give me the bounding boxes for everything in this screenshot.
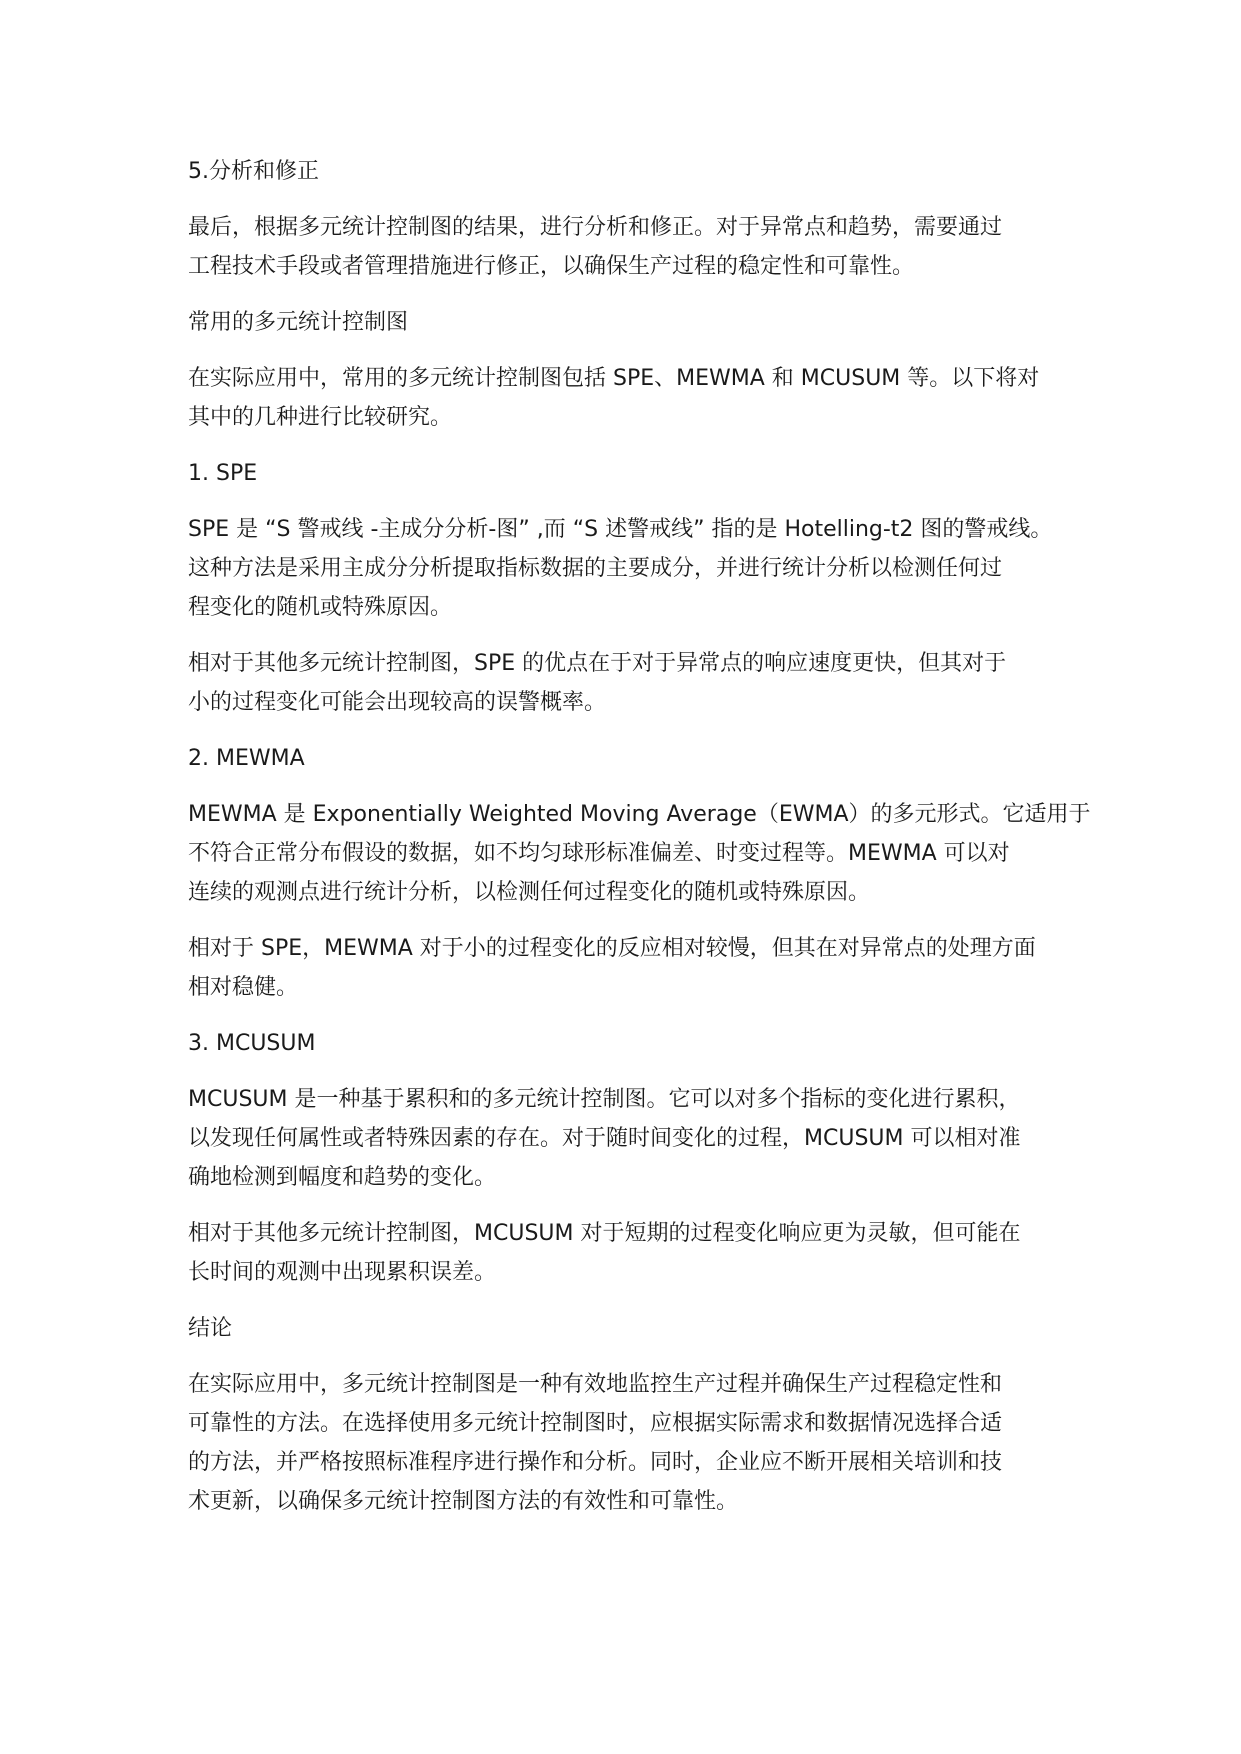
paragraph [188,208,1088,286]
text-line: 的方法，并严格按照标准程序进行操作和分析。同时，企业应不断开展相关培训和技 [188,1450,1003,1475]
text-line: 连续的观测点进行统计分析，以检测任何过程变化的随机或特殊原因。 [188,880,871,905]
text-line: 不符合正常分布假设的数据，如不均匀球形标准偏差、时变过程等。MEWMA 可以对 [188,841,1010,866]
text-line: 5.分析和修正 [188,159,319,184]
text-line: 相对于其他多元统计控制图，MCUSUM 对于短期的过程变化响应更为灵敏，但可能在 [188,1221,1021,1246]
text-line: 1. SPE [188,461,258,486]
text-line: 相对于 SPE，MEWMA 对于小的过程变化的反应相对较慢，但其在对异常点的处理方面 [188,936,1036,961]
text-line: 2. MEWMA [188,746,305,771]
paragraph [188,795,1091,912]
paragraph [188,510,1088,627]
paragraph [188,303,1088,342]
text-line: MCUSUM 是一种基于累积和的多元统计控制图。它可以对多个指标的变化进行累积， [188,1087,1021,1112]
paragraph [188,739,1088,778]
text-line: 程变化的随机或特殊原因。 [188,595,453,620]
text-line: 最后，根据多元统计控制图的结果，进行分析和修正。对于异常点和趋势，需要通过 [188,215,1003,240]
text-line: 术更新，以确保多元统计控制图方法的有效性和可靠性。 [188,1489,739,1514]
text-line: SPE 是 “S 警戒线 -主成分分析-图” ,而 “S 述警戒线” 指的是 Hotelling-t2 图的警戒线。 [188,517,1053,542]
paragraph [188,929,1088,1007]
document-body [188,152,1091,1538]
text-line: 可靠性的方法。在选择使用多元统计控制图时，应根据实际需求和数据情况选择合适 [188,1411,1003,1436]
text-line: 确地检测到幅度和趋势的变化。 [188,1165,497,1190]
text-line: 相对稳健。 [188,975,299,1000]
paragraph [188,1080,1088,1197]
text-line: 这种方法是采用主成分分析提取指标数据的主要成分，并进行统计分析以检测任何过 [188,556,1003,581]
text-line: 以发现任何属性或者特殊因素的存在。对于随时间变化的过程，MCUSUM 可以相对准 [188,1126,1021,1151]
text-line: 其中的几种进行比较研究。 [188,405,453,430]
paragraph [188,1214,1088,1292]
paragraph [188,454,1088,493]
paragraph [188,1365,1088,1521]
text-line: MEWMA 是 Exponentially Weighted Moving Average（EWMA）的多元形式。它适用于 [188,802,1091,827]
paragraph [188,1309,1088,1348]
paragraph [188,359,1088,437]
text-line: 在实际应用中，多元统计控制图是一种有效地监控生产过程并确保生产过程稳定性和 [188,1372,1003,1397]
text-line: 常用的多元统计控制图 [188,310,409,335]
text-line: 结论 [188,1316,233,1341]
text-line: 工程技术手段或者管理措施进行修正，以确保生产过程的稳定性和可靠性。 [188,254,915,279]
text-line: 3. MCUSUM [188,1031,316,1056]
paragraph [188,644,1088,722]
paragraph [188,1024,1088,1063]
text-line: 长时间的观测中出现累积误差。 [188,1260,497,1285]
text-line: 相对于其他多元统计控制图，SPE 的优点在于对于异常点的响应速度更快，但其对于 [188,651,1007,676]
paragraph [188,152,1088,191]
text-line: 小的过程变化可能会出现较高的误警概率。 [188,690,607,715]
text-line: 在实际应用中，常用的多元统计控制图包括 SPE、MEWMA 和 MCUSUM 等。以下将对 [188,366,1040,391]
